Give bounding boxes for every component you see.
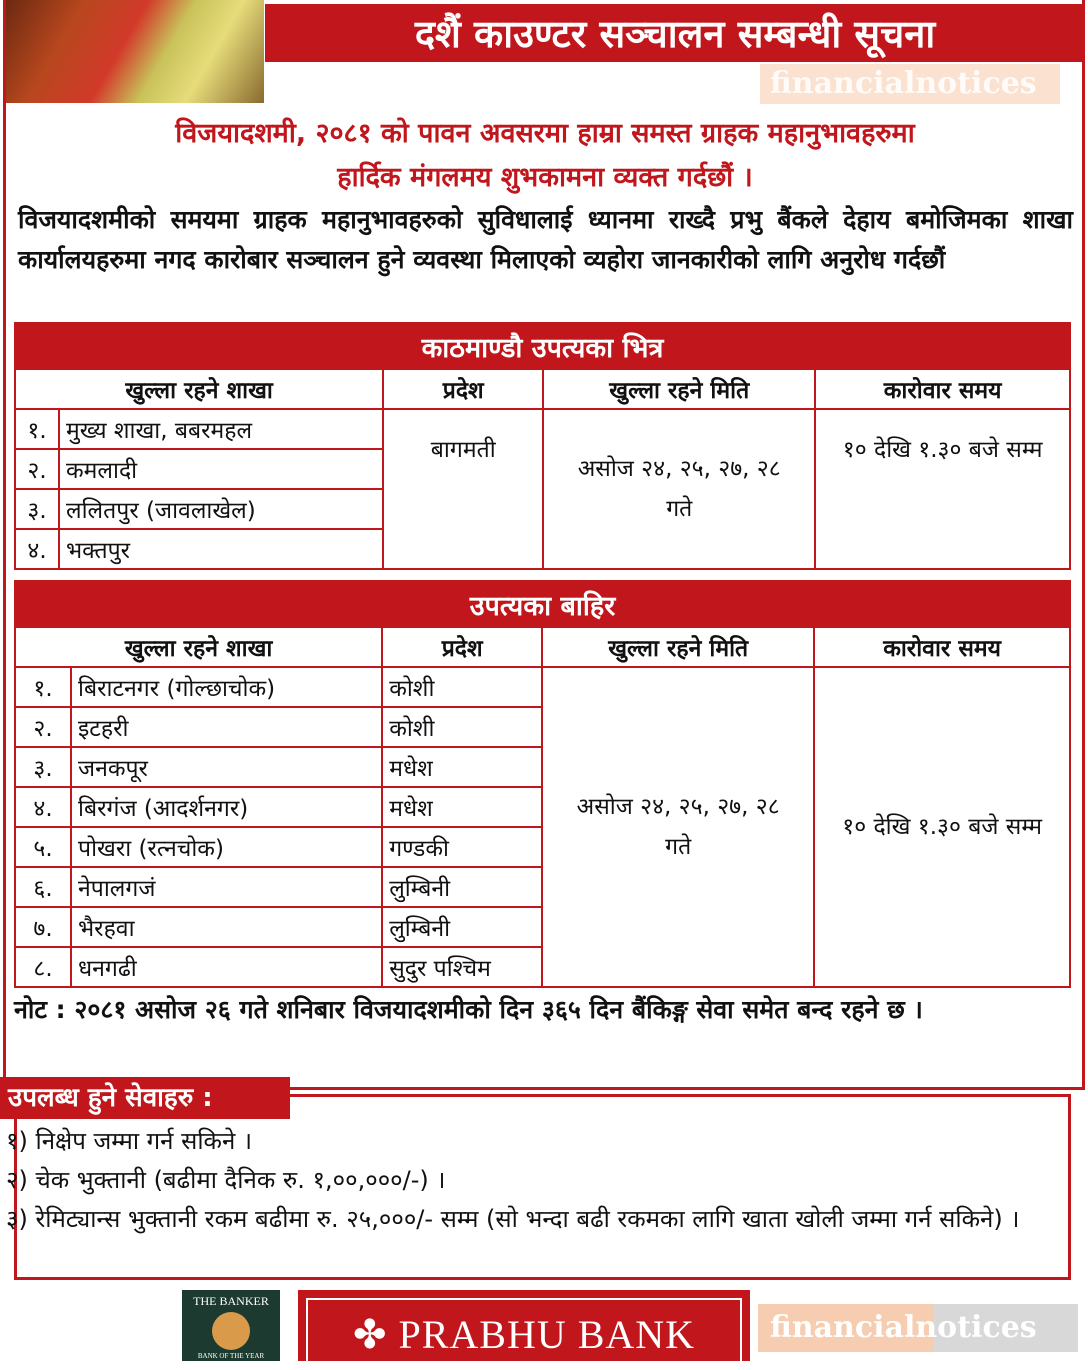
table-row xyxy=(15,667,1070,707)
row-number: १. xyxy=(15,409,59,449)
col-province: प्रदेश xyxy=(382,627,542,667)
branch-name: भैरहवा xyxy=(71,907,382,947)
service-item: २) चेक भुक्तानी (बढीमा दैनिक रु. १,००,०००/-) । xyxy=(6,1166,446,1194)
row-number: ७. xyxy=(15,907,71,947)
outside-title: उपत्यका बाहिर xyxy=(15,581,1070,627)
branch-name: बिराटनगर (गोल्छाचोक) xyxy=(71,667,382,707)
province-cell: बागमती xyxy=(383,409,543,569)
services-heading: उपलब्ध हुने सेवाहरु : xyxy=(0,1077,290,1119)
greeting-line-2: हार्दिक मंगलमय शुभकामना व्यक्त गर्दछौं । xyxy=(337,162,753,193)
row-number: २. xyxy=(15,707,71,747)
valley-title: काठमाण्डौ उपत्यका भित्र xyxy=(15,323,1070,369)
service-item: १) निक्षेप जम्मा गर्न सकिने । xyxy=(6,1127,253,1155)
award-subtitle: BANK OF THE YEAR xyxy=(197,1352,265,1360)
province: कोशी xyxy=(382,707,542,747)
row-number: ५. xyxy=(15,827,71,867)
branch-name: इटहरी xyxy=(71,707,382,747)
award-title: THE BANKER xyxy=(193,1294,269,1308)
col-time: कारोवार समय xyxy=(815,369,1070,409)
prabhu-bank-logo xyxy=(298,1290,750,1361)
services-list xyxy=(6,1122,1066,1239)
date-cell: असोज २४, २५, २७, २८ गते xyxy=(542,667,814,987)
province: सुदुर पश्चिम xyxy=(382,947,542,987)
row-number: ४. xyxy=(15,787,71,827)
branch-name: बिरगंज (आदर्शनगर) xyxy=(71,787,382,827)
province: मधेश xyxy=(382,747,542,787)
row-number: ८. xyxy=(15,947,71,987)
row-number: २. xyxy=(15,449,59,489)
col-province: प्रदेश xyxy=(383,369,543,409)
row-number: ४. xyxy=(15,529,59,569)
watermark: financialnotices xyxy=(760,64,1060,104)
service-item: ३) रेमिट्यान्स भुक्तानी रकम बढीमा रु. २५,०००/- सम्म (सो भन्दा बढी रकमका लागि खाता खोली जम्मा गर्न सकिने) । xyxy=(6,1205,1020,1233)
holiday-note: नोट : २०८१ असोज २६ गते शनिबार विजयादशमीको दिन ३६५ दिन बैंकिङ्ग सेवा समेत बन्द रहने छ । xyxy=(14,995,923,1024)
notice-title: दशैं काउण्टर सञ्चालन सम्बन्धी सूचना xyxy=(265,4,1085,62)
province: लुम्बिनी xyxy=(382,867,542,907)
time-cell: १० देखि १.३० बजे सम्म xyxy=(814,667,1070,987)
branch-name: मुख्य शाखा, बबरमहल xyxy=(59,409,383,449)
branch-name: ललितपुर (जावलाखेल) xyxy=(59,489,383,529)
col-branch: खुल्ला रहने शाखा xyxy=(15,369,383,409)
table-row xyxy=(15,409,1070,449)
branch-name: पोखरा (रत्नचोक) xyxy=(71,827,382,867)
bank-logo-text xyxy=(306,1298,742,1361)
col-date: खुल्ला रहने मिति xyxy=(542,627,814,667)
outside-branches-table xyxy=(14,580,1071,988)
bank-name: PRABHU BANK xyxy=(398,1312,696,1357)
col-date: खुल्ला रहने मिति xyxy=(543,369,815,409)
branch-name: नेपालगजं xyxy=(71,867,382,907)
province: गण्डकी xyxy=(382,827,542,867)
intro-paragraph: विजयादशमीको समयमा ग्राहक महानुभावहरुको सुविधालाई ध्यानमा राख्दै प्रभु बैंकले देहाय बमोजिमका शाखा कार्यालयहरुमा नगद कारोबार सञ्चालन हुने व्यवस्था मिलाएको व्यहोरा जानकारीको लागि अनुरोध गर्दछौं xyxy=(18,205,1073,274)
branch-name: भक्तपुर xyxy=(59,529,383,569)
watermark-badge: financialnotices xyxy=(758,1304,1078,1352)
row-number: १. xyxy=(15,667,71,707)
award-medal-icon xyxy=(212,1312,250,1350)
province: मधेश xyxy=(382,787,542,827)
col-branch: खुल्ला रहने शाखा xyxy=(15,627,382,667)
row-number: ६. xyxy=(15,867,71,907)
branch-name: जनकपूर xyxy=(71,747,382,787)
row-number: ३. xyxy=(15,747,71,787)
province: लुम्बिनी xyxy=(382,907,542,947)
festival-photo xyxy=(6,0,264,103)
greeting-line-1: विजयादशमी, २०८१ को पावन अवसरमा हाम्रा समस्त ग्राहक महानुभावहरुमा xyxy=(175,118,915,149)
col-time: कारोवार समय xyxy=(814,627,1070,667)
banker-award-logo xyxy=(182,1290,280,1361)
valley-branches-table xyxy=(14,322,1071,570)
flower-icon: ✤ xyxy=(352,1312,399,1357)
date-cell: असोज २४, २५, २७, २८ गते xyxy=(543,409,815,569)
branch-name: धनगढी xyxy=(71,947,382,987)
province: कोशी xyxy=(382,667,542,707)
row-number: ३. xyxy=(15,489,59,529)
branch-name: कमलादी xyxy=(59,449,383,489)
greeting xyxy=(20,112,1070,200)
time-cell: १० देखि १.३० बजे सम्म xyxy=(815,409,1070,569)
